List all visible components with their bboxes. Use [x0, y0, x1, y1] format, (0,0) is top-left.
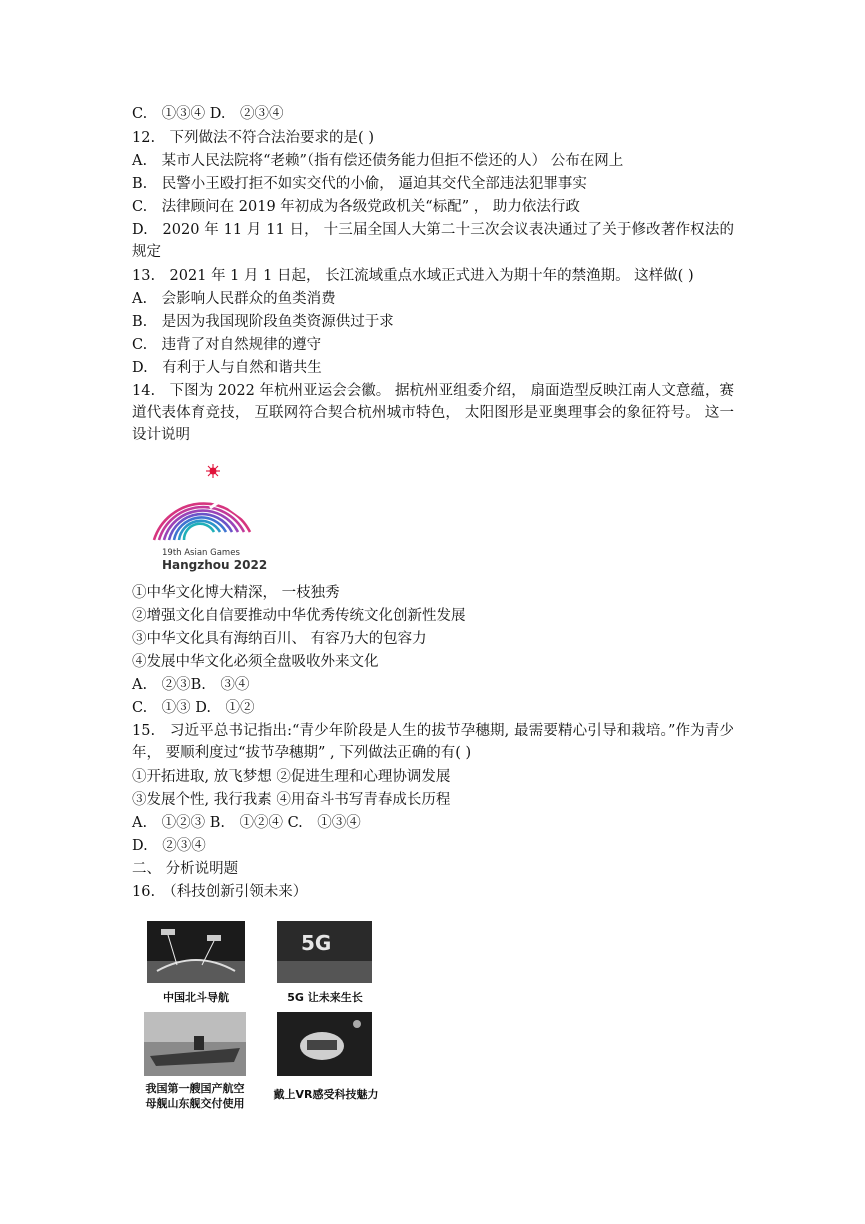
q15-options-abc: A. ①②③ B. ①②④ C. ①③④	[132, 815, 361, 831]
beidou-navigation-photo	[147, 921, 245, 983]
caption-beidou: 中国北斗导航	[163, 991, 229, 1004]
q16-stem: 16. （科技创新引领未来）	[132, 884, 308, 900]
q13-option-b: B. 是因为我国现阶段鱼类资源供过于求	[132, 314, 394, 330]
5g-badge: 5G	[301, 931, 332, 955]
logo-subtitle: 19th Asian Games	[162, 548, 240, 558]
ship-icon	[144, 1012, 246, 1076]
q12-option-c: C. 法律顾问在 2019 年初成为各级党政机关“标配” ， 助力依法行政	[132, 199, 580, 215]
q14-statement-1: ①中华文化博大精深， 一枝独秀	[132, 585, 340, 601]
q15-option-d: D. ②③④	[132, 838, 206, 854]
q14-options-cd: C. ①③ D. ①②	[132, 700, 255, 716]
q12-stem: 12. 下列做法不符合法治要求的是( )	[132, 130, 374, 146]
q13-option-a: A. 会影响人民群众的鱼类消费	[132, 291, 336, 307]
q15-stem: 15. 习近平总书记指出:“青少年阶段是人生的拔节孕穗期, 最需要精心引导和栽培。”作为青少年， 要顺利度过“拔节孕穗期” , 下列做法正确的有( )	[132, 723, 734, 761]
fan-emblem-icon	[140, 462, 262, 548]
q13-option-c: C. 违背了对自然规律的遵守	[132, 337, 322, 353]
q14-statement-3: ③中华文化具有海纳百川、 有容乃大的包容力	[132, 631, 427, 647]
q14-stem: 14. 下图为 2022 年杭州亚运会会徽。 据杭州亚组委介绍， 扇面造型反映江南人文意蕴，赛道代表体育竞技， 互联网符合契合杭州城市特色， 太阳图形是亚奥理事会的象征符号。 这一设计说明	[132, 383, 734, 443]
q15-statements-12: ①开拓进取, 放飞梦想 ②促进生理和心理协调发展	[132, 769, 451, 785]
5g-photo	[277, 921, 372, 983]
q13-option-d: D. 有利于人与自然和谐共生	[132, 360, 322, 376]
q11-options: C. ①③④ D. ②③④	[132, 106, 284, 122]
q13-stem: 13. 2021 年 1 月 1 日起， 长江流域重点水域正式进入为期十年的禁渔期。 这样做( )	[132, 268, 694, 284]
asian-games-logo	[140, 462, 268, 574]
q14-options-ab: A. ②③B. ③④	[132, 677, 250, 693]
aircraft-carrier-photo	[144, 1012, 246, 1076]
satellite-icon	[147, 921, 245, 983]
logo-title: Hangzhou 2022	[162, 558, 268, 572]
caption-5g: 5G 让未来生长	[287, 991, 363, 1004]
q14-statement-2: ②增强文化自信要推动中华优秀传统文化创新性发展	[132, 608, 466, 624]
vr-headset-icon	[277, 1012, 372, 1076]
caption-carrier-1: 我国第一艘国产航空	[145, 1082, 245, 1095]
caption-vr: 戴上VR感受科技魅力	[273, 1088, 379, 1101]
q14-statement-4: ④发展中华文化必须全盘吸收外来文化	[132, 654, 379, 670]
q15-statements-34: ③发展个性, 我行我素 ④用奋斗书写青春成长历程	[132, 792, 451, 808]
section-heading: 二、 分析说明题	[132, 861, 239, 877]
vr-photo	[277, 1012, 372, 1076]
q12-option-d: D. 2020 年 11 月 11 日， 十三届全国人大第二十三次会议表决通过了关于修改著作权法的规定	[132, 222, 734, 260]
q12-option-a: A. 某市人民法院将“老赖”（指有偿还债务能力但拒不偿还的人） 公布在网上	[132, 153, 624, 169]
q12-option-b: B. 民警小王殴打拒不如实交代的小偷， 逼迫其交代全部违法犯罪事实	[132, 176, 587, 192]
caption-carrier-2: 母舰山东舰交付使用	[145, 1097, 245, 1110]
